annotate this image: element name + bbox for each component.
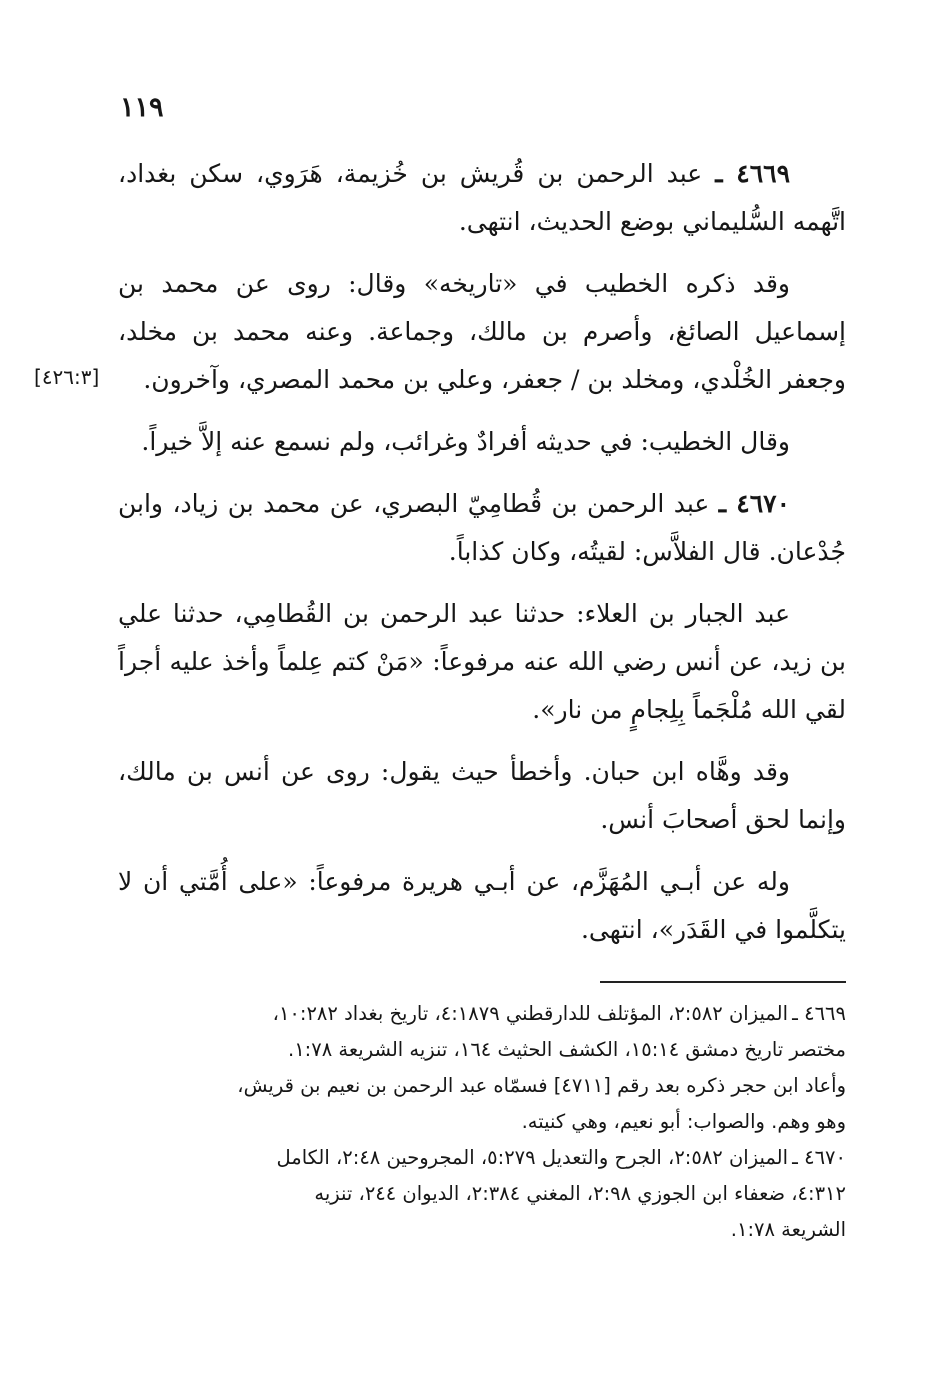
footnote-line: الشريعة ١:٧٨. — [730, 1218, 846, 1241]
entry-4669 — [118, 150, 846, 246]
paragraph-abu-muhazzam: وله عن أبـي المُهَزَّم، عن أبـي هريرة مرفوعاً: «على أُمَّتي أن لا يتكلَّموا في القَدَر»، انتهى. — [118, 867, 846, 944]
paragraph-ibn-hibban: وقد وهَّاه ابن حبان. وأخطأ حيث يقول: روى عن أنس بن مالك، وإنما لحق أصحابَ أنس. — [118, 757, 846, 834]
footnote-line: وهو وهم. والصواب: أبو نعيم، وهي كنيته. — [521, 1110, 846, 1133]
paragraph-khatib-history: وقد ذكره الخطيب في «تاريخه» وقال: روى عن محمد بن إسماعيل الصائغ، وأصرم بن مالك، وجماعة. وعنه محمد بن مخلد، وجعفر الخُلْدي، ومخلد بن / جعفر، وعلي بن محمد المصري، وآخرون. — [118, 269, 846, 394]
paragraph-khatib-quote: وقال الخطيب: في حديثه أفرادٌ وغرائب، ولم نسمع عنه إلاَّ خيراً. — [141, 427, 790, 456]
entry-number: ٤٦٦٩ ـ — [715, 159, 791, 188]
footnote-number: ٤٦٦٩ ـ — [792, 1002, 846, 1025]
page-number: ١١٩ — [120, 92, 164, 123]
footnote-4669 — [118, 996, 846, 1140]
footnote-line: وأعاد ابن حجر ذكره بعد رقم [٤٧١١] فسمّاه عبد الرحمن بن نعيم بن قريش، — [237, 1074, 846, 1097]
footnote-4670 — [118, 1140, 846, 1248]
main-text — [118, 150, 846, 968]
entry-text: عبد الرحمن بن قُطامِيّ البصري، عن محمد بن زياد، وابن جُدْعان. قال الفلاَّس: لقيتُه، وكان كذاباً. — [118, 489, 846, 566]
footnote-divider — [600, 981, 846, 983]
paragraph-hadith-narration: عبد الجبار بن العلاء: حدثنا عبد الرحمن بن القُطامِي، حدثنا علي بن زيد، عن أنس رضي الله عنه مرفوعاً: «مَنْ كتم عِلماً وأخذ عليه أجراً لقي الله مُلْجَماً بِلِجامٍ من نار». — [118, 599, 846, 724]
margin-reference: [٤٢٦:٣] — [34, 365, 100, 389]
footnotes — [118, 996, 846, 1248]
entry-number: ٤٦٧٠ ـ — [718, 489, 790, 518]
entry-text: عبد الرحمن بن قُريش بن خُزيمة، هَرَوي، سكن بغداد، اتَّهمه السُّليماني بوضع الحديث، انتهى. — [118, 159, 846, 236]
footnote-line: مختصر تاريخ دمشق ١٥:١٤، الكشف الحثيث ١٦٤، تنزيه الشريعة ١:٧٨. — [288, 1038, 846, 1061]
footnote-line: الميزان ٢:٥٨٢، الجرح والتعديل ٥:٢٧٩، المجروحين ٢:٤٨، الكامل — [276, 1146, 788, 1169]
footnote-line: ٤:٣١٢، ضعفاء ابن الجوزي ٢:٩٨، المغني ٢:٣٨٤، الديوان ٢٤٤، تنزيه — [314, 1182, 846, 1205]
footnote-line: الميزان ٢:٥٨٢، المؤتلف للدارقطني ٤:١٨٧٩، تاريخ بغداد ١٠:٢٨٢، — [272, 1002, 788, 1025]
footnote-number: ٤٦٧٠ ـ — [792, 1146, 846, 1169]
entry-4670 — [118, 480, 846, 576]
